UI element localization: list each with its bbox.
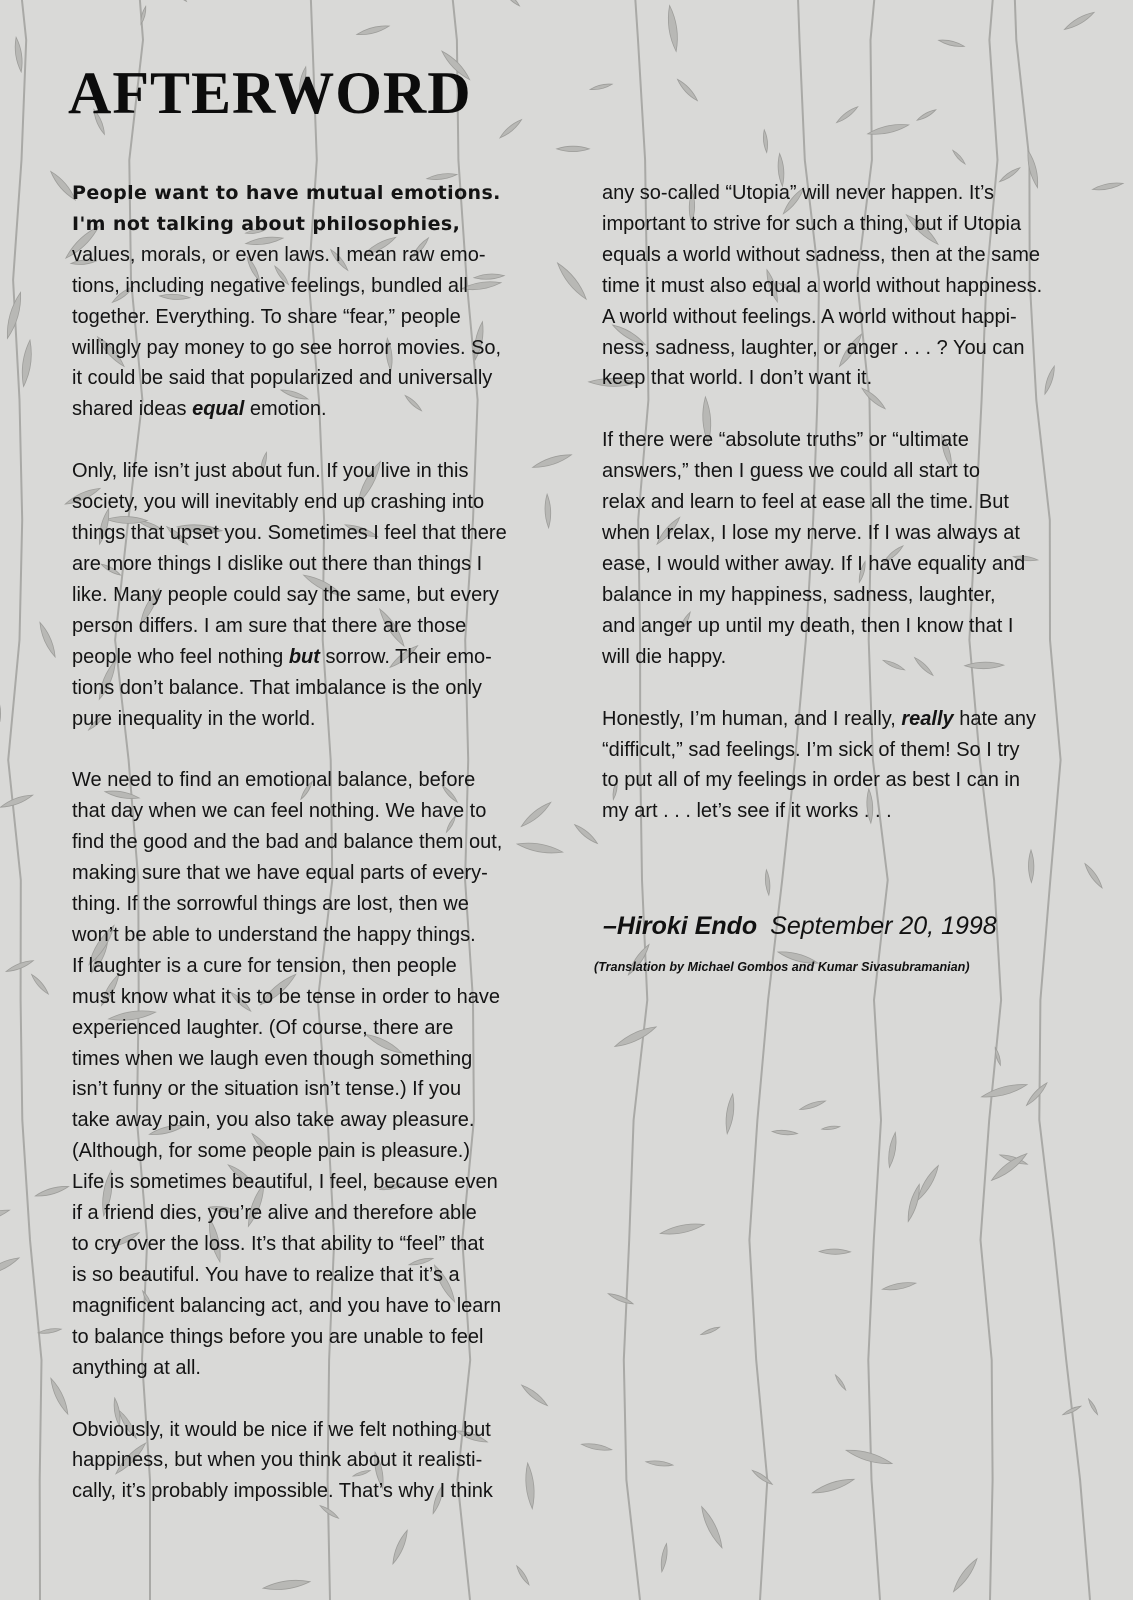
text-line: ness, sadness, laughter, or anger . . . ? You can — [602, 336, 1025, 359]
paragraph — [72, 178, 582, 425]
text-line: keep that world. I don’t want it. — [602, 367, 873, 390]
text-line: magnificent balancing act, and you have to learn — [72, 1294, 502, 1317]
text-line: society, you will inevitably end up crashing into — [72, 491, 485, 514]
page-title: AFTERWORD — [68, 60, 472, 126]
text-line: is so beautiful. You have to realize that it’s a — [72, 1263, 460, 1286]
text-line: Life is sometimes beautiful, I feel, because even — [72, 1171, 498, 1194]
text-line — [72, 394, 582, 425]
paragraph — [602, 425, 1122, 672]
text-run: shared ideas — [72, 398, 193, 421]
text-line: time it must also equal a world without happiness. — [602, 274, 1043, 297]
text-line: that day when we can feel nothing. We have to — [72, 800, 487, 823]
text-line: If there were “absolute truths” or “ultimate — [602, 429, 969, 452]
left-column — [72, 178, 582, 1538]
text-run: Honestly, I’m human, and I really, — [602, 707, 902, 730]
text-line: isn’t funny or the situation isn’t tense.) If you — [72, 1078, 462, 1101]
text-line: when I relax, I lose my nerve. If I was always at — [602, 522, 1020, 545]
lead-line: People want to have mutual emotions. — [72, 182, 501, 204]
text-line — [72, 642, 582, 673]
emphasis: but — [288, 645, 320, 668]
paragraph — [72, 765, 582, 1383]
text-line: are more things I dislike out there than things I — [72, 552, 483, 575]
emphasis: really — [901, 707, 954, 730]
text-line: must know what it is to be tense in order to have — [72, 985, 500, 1008]
text-run: sorrow. Their emo- — [319, 645, 492, 668]
text-line: thing. If the sorrowful things are lost, then we — [72, 893, 469, 916]
text-line: balance in my happiness, sadness, laughter, — [602, 583, 996, 606]
text-line — [602, 704, 1122, 735]
text-line: like. Many people could say the same, but every — [72, 583, 499, 606]
paragraph — [72, 1415, 582, 1508]
translation-credit: (Translation by Michael Gombos and Kumar Sivasubramanian) — [594, 960, 970, 974]
paragraph — [602, 704, 1122, 828]
text-line: happiness, but when you think about it realisti- — [72, 1449, 483, 1472]
text-line: experienced laughter. (Of course, there are — [72, 1016, 454, 1039]
text-line: find the good and the bad and balance them out, — [72, 831, 503, 854]
text-line: Obviously, it would be nice if we felt nothing but — [72, 1418, 491, 1441]
text-run: people who feel nothing — [72, 645, 289, 668]
text-line: We need to find an emotional balance, before — [72, 769, 476, 792]
paragraph — [72, 456, 582, 734]
text-line: (Although, for some people pain is pleasure.) — [72, 1140, 471, 1163]
text-run: emotion. — [244, 398, 327, 421]
text-line: answers,” then I guess we could all start to — [602, 460, 980, 483]
text-line: take away pain, you also take away pleasure. — [72, 1109, 475, 1132]
text-line: person differs. I am sure that there are those — [72, 614, 467, 637]
right-column — [602, 178, 1122, 858]
text-line: to put all of my feelings in order as best I can in — [602, 769, 1020, 792]
text-line: Only, life isn’t just about fun. If you live in this — [72, 460, 469, 483]
text-line: important to strive for such a thing, but if Utopia — [602, 212, 1022, 235]
text-line: making sure that we have equal parts of every- — [72, 862, 488, 885]
text-line: and anger up until my death, then I know that I — [602, 614, 1014, 637]
text-line: won’t be able to understand the happy things. — [72, 923, 476, 946]
text-line: relax and learn to feel at ease all the time. But — [602, 491, 1009, 514]
text-run: hate any — [953, 707, 1036, 730]
signature-date: September 20, 1998 — [770, 912, 997, 940]
text-line: to balance things before you are unable to feel — [72, 1325, 484, 1348]
text-line: values, morals, or even laws. I mean raw emo- — [72, 243, 486, 266]
text-line: “difficult,” sad feelings. I’m sick of them! So I try — [602, 738, 1020, 761]
signature — [603, 912, 997, 941]
text-line: my art . . . let’s see if it works . . . — [602, 800, 892, 823]
text-line: pure inequality in the world. — [72, 707, 316, 730]
text-line: together. Everything. To share “fear,” people — [72, 305, 461, 328]
author-name: –Hiroki Endo — [603, 912, 758, 940]
text-line: equals a world without sadness, then at the same — [602, 243, 1041, 266]
text-line: will die happy. — [602, 645, 727, 668]
emphasis: equal — [192, 398, 245, 421]
text-line: it could be said that popularized and universally — [72, 367, 493, 390]
lead-line: I'm not talking about philosophies, — [72, 212, 461, 235]
text-line: if a friend dies, you’re alive and therefore able — [72, 1202, 477, 1225]
text-line: willingly pay money to go see horror movies. So, — [72, 336, 502, 359]
text-line: ease, I would wither away. If I have equality and — [602, 552, 1026, 575]
text-line: any so-called “Utopia” will never happen. It’s — [602, 182, 995, 204]
text-line: tions don’t balance. That imbalance is the only — [72, 676, 482, 699]
text-line: times when we laugh even though something — [72, 1047, 473, 1070]
text-line: to cry over the loss. It’s that ability to “feel” that — [72, 1233, 485, 1255]
text-line: things that upset you. Sometimes I feel that there — [72, 522, 507, 545]
text-line: tions, including negative feelings, bundled all — [72, 274, 468, 297]
paragraph — [602, 178, 1122, 394]
text-line: If laughter is a cure for tension, then people — [72, 954, 457, 977]
text-line: anything at all. — [72, 1356, 201, 1379]
text-line: A world without feelings. A world without happi- — [602, 305, 1017, 328]
text-line: cally, it’s probably impossible. That’s why I think — [72, 1480, 493, 1503]
